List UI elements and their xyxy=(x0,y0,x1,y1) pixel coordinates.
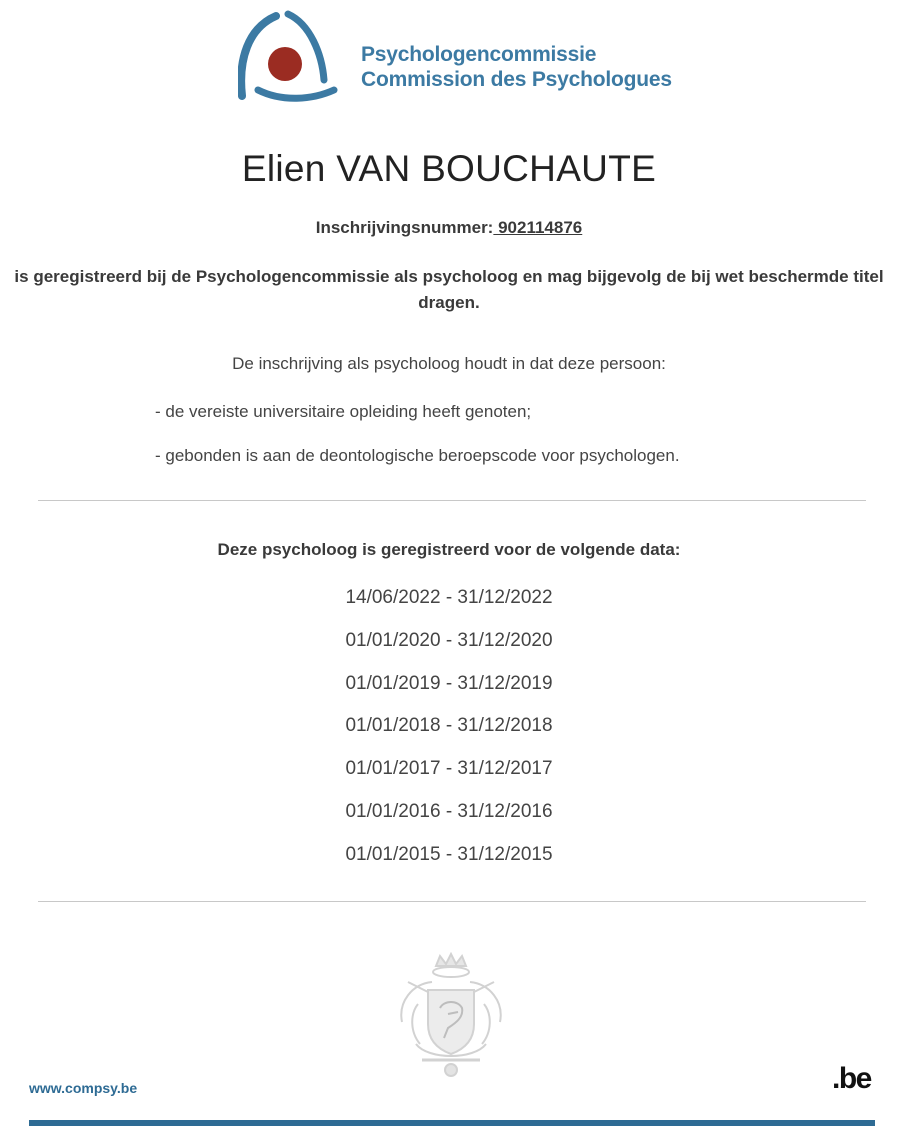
implication-item: - gebonden is aan de deontologische beroepscode voor psychologen. xyxy=(155,446,680,465)
registration-label: Inschrijvingsnummer: xyxy=(315,218,494,237)
registration-periods-heading: Deze psycholoog is geregistreerd voor de volgende data: xyxy=(217,540,681,559)
divider xyxy=(38,901,866,902)
registration-number-line xyxy=(0,218,898,238)
divider xyxy=(38,500,866,501)
implication-item: - de vereiste universitaire opleiding heeft genoten; xyxy=(155,402,532,421)
logo-line-french: Commission des Psychologues xyxy=(361,68,672,91)
registration-period: 01/01/2019 - 31/12/2019 xyxy=(345,672,553,694)
registration-period: 01/01/2015 - 31/12/2015 xyxy=(345,843,553,865)
logo-wordmark xyxy=(361,42,672,92)
implications-intro: De inschrijving als psycholoog houdt in dat deze persoon: xyxy=(232,354,666,373)
registration-period: 01/01/2016 - 31/12/2016 xyxy=(345,800,553,822)
registration-period: 01/01/2018 - 31/12/2018 xyxy=(345,715,553,737)
registration-period: 01/01/2020 - 31/12/2020 xyxy=(345,629,553,651)
registration-period: 01/01/2017 - 31/12/2017 xyxy=(345,758,553,780)
compsy-logo-icon xyxy=(238,10,338,102)
footer-bar xyxy=(29,1120,875,1126)
website-link[interactable]: www.compsy.be xyxy=(29,1080,138,1096)
registration-periods-list xyxy=(0,585,898,885)
psychologist-name: Elien VAN BOUCHAUTE xyxy=(241,148,657,189)
registration-statement: is geregistreerd bij de Psychologencommissie als psycholoog en mag bijgevolg de bij wet beschermde titel dragen. xyxy=(14,267,884,312)
be-logo: .be xyxy=(832,1062,871,1095)
registration-period: 14/06/2022 - 31/12/2022 xyxy=(345,587,553,608)
header xyxy=(0,8,898,104)
logo-line-dutch: Psychologencommissie xyxy=(361,43,597,66)
belgian-coat-of-arms-icon xyxy=(388,952,514,1084)
registration-number: 902114876 xyxy=(493,218,583,237)
